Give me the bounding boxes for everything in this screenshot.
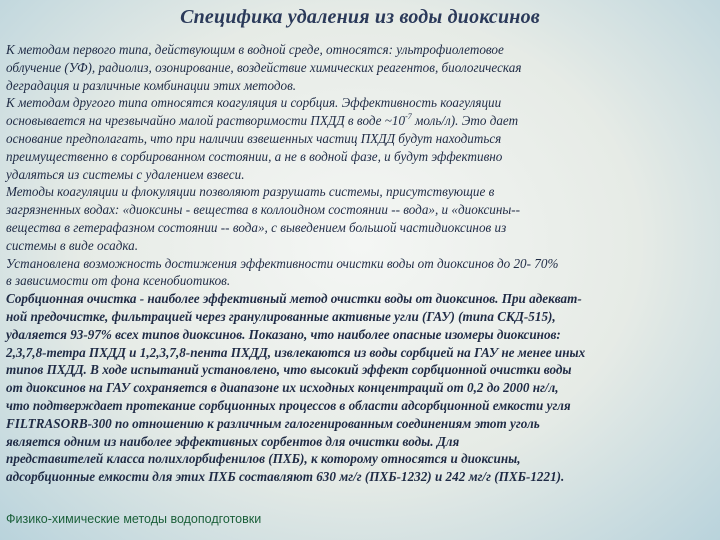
text-line-with-exponent (6, 112, 716, 130)
slide-body-text (6, 41, 718, 486)
text-line: представителей класса полихлорбифенилов (ПХБ), к которому относятся и диоксины, (6, 451, 521, 467)
text-line: ной предочистке, фильтрацией через гранулированные активные угли (ГАУ) (типа СКД-515), (6, 308, 556, 324)
text-segment: основывается на чрезвычайно малой растворимости ПХДД в воде ~10 (6, 113, 406, 129)
text-line: удаляется 93-97% всех типов диоксинов. Показано, что наиболее опасные изомеры диоксинов: (6, 326, 561, 342)
text-line: является одним из наиболее эффективных сорбентов для очистки воды. Для (6, 433, 460, 449)
text-line: от диоксинов на ГАУ сохраняется в диапазоне их исходных концентраций от 0,2 до 2000 нг/л, (6, 380, 559, 396)
text-line: FILTRASORB-300 по отношению к различным галогенированным соединениям этот уголь (6, 415, 540, 431)
text-line: 2,3,7,8-тетра ПХДД и 1,2,3,7,8-пента ПХДД, извлекаются из воды сорбцией на ГАУ не менее иных (6, 344, 586, 360)
text-line: адсорбционные емкости для этих ПХБ составляют 630 мг/г (ПХБ-1232) и 242 мг/г (ПХБ-1221). (6, 469, 565, 485)
text-line: системы в виде осадка. (6, 237, 139, 253)
slide-footer: Физико-химические методы водоподготовки (6, 512, 262, 526)
text-line: преимущественно в сорбированном состоянии, а не в водной фазе, и будут эффективно (6, 148, 503, 164)
text-line: загрязненных водах: «диоксины - вещества в коллоидном состоянии -- вода», и «диоксины-- (6, 202, 521, 218)
text-line: Методы коагуляции и флокуляции позволяют разрушать системы, присутствующие в (6, 184, 495, 200)
text-line: К методам другого типа относятся коагуляция и сорбция. Эффективность коагуляции (6, 95, 502, 111)
text-line: деградация и различные комбинации этих методов. (6, 77, 297, 93)
text-line: К методам первого типа, действующим в водной среде, относятся: ультрофиолетовое (6, 42, 504, 57)
text-line: что подтверждает протекание сорбционных процессов в области адсорбционной емкости угля (6, 397, 571, 413)
text-line: вещества в гетерафазном состоянии -- вода», с выведением большой частидиоксинов из (6, 219, 507, 235)
text-segment: моль/л). Это дает (411, 113, 519, 129)
text-line: Установлена возможность достижения эффективности очистки воды от диоксинов до 20- 70% (6, 255, 559, 271)
text-line: основание предполагать, что при наличии взвешенных частиц ПХДД будут находиться (6, 130, 502, 146)
slide-title: Специфика удаления из воды диоксинов (180, 6, 540, 28)
text-line: Сорбционная очистка - наиболее эффективный метод очистки воды от диоксинов. При адекват- (6, 291, 582, 307)
text-line: типов ПХДД. В ходе испытаний установлено, что высокий эффект сорбционной очистки воды (6, 362, 572, 378)
text-line: в зависимости от фона ксенобиотиков. (6, 273, 231, 289)
text-line: удаляться из системы с удалением взвеси. (6, 166, 245, 182)
exponent: -7 (405, 112, 412, 122)
text-line: облучение (УФ), радиолиз, озонирование, воздействие химических реагентов, биологическая (6, 59, 522, 75)
